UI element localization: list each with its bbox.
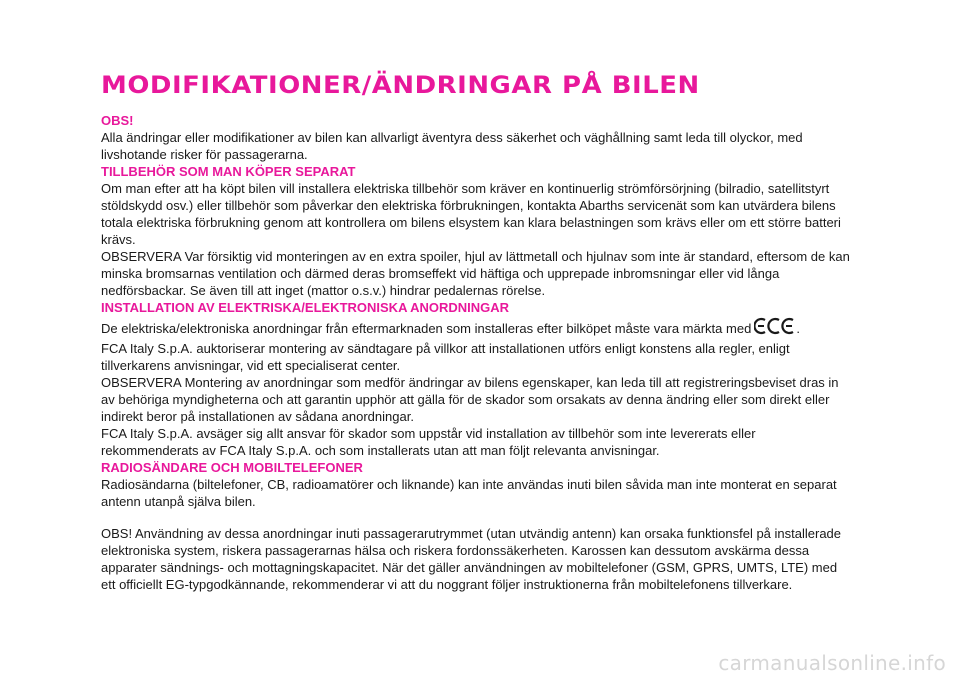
paragraph-gap xyxy=(101,510,853,525)
radio-text-2: OBS! Användning av dessa anordningar inuti passagerarutrymmet (utan utvändig antenn) kan orsaka funktionsfel på installerade elektroniska system, riskera passagerarnas hälsa och riskera fordonssäkerheten. Karossen kan dessutom avskärma dessa apparater sändnings- och mottagningskapacitet. När det gäller användningen av mobiltelefoner (GSM, GPRS, UMTS, LTE) med ett officiellt EG-typgodkännande, rekommenderar vi att du noggrant följer instruktionerna från mobiltelefonens tillverkare. xyxy=(101,526,842,592)
accessories-text-2: OBSERVERA Var försiktig vid monteringen av en extra spoiler, hjul av lättmetall och hjulnav som inte är standard, eftersom de kan minska bromsarnas ventilation och därmed deras bromseffekt vid häftiga och upprepade inbromsningar eller vid långa nedförsbackar. Se även till att inget (mattor o.s.v.) hindrar pedalernas rörelse. xyxy=(101,249,850,298)
obs-text: Alla ändringar eller modifikationer av bilen kan allvarligt äventyra dess säkerhet och väghållning samt leda till olyckor, med livshotande risker för passagerarna. xyxy=(101,130,803,162)
installation-text-4: FCA Italy S.p.A. avsäger sig allt ansvar för skador som uppstår vid installation av tillbehör som inte levererats eller rekommenderats av FCA Italy S.p.A. och som installerats utan att man följt relevanta anvisningar. xyxy=(101,426,756,458)
ece-mark-icon xyxy=(754,316,796,340)
watermark: carmanualsonline.info xyxy=(718,651,946,675)
installation-text-1-body: De elektriska/elektroniska anordningar från eftermarknaden som installeras efter bilköpet måste vara märkta med xyxy=(101,321,752,336)
installation-text-1 xyxy=(101,316,853,340)
installation-text-3: OBSERVERA Montering av anordningar som medför ändringar av bilens egenskaper, kan leda till att registreringsbeviset dras in av behöriga myndigheterna och att garantin upphör att gälla för de skador som orsakats av denna ändring eller som direkt eller indirekt beror på installationen av sådana anordningar. xyxy=(101,375,839,424)
accessories-heading: TILLBEHÖR SOM MAN KÖPER SEPARAT xyxy=(101,164,356,179)
installation-text-1-end: . xyxy=(796,321,800,336)
installation-heading: INSTALLATION AV ELEKTRISKA/ELEKTRONISKA ANORDNINGAR xyxy=(101,300,510,315)
radio-text-1: Radiosändarna (biltelefoner, CB, radioamatörer och liknande) kan inte användas inuti bilen såvida man inte monterat en separat antenn utanpå själva bilen. xyxy=(101,477,837,509)
page-title: MODIFIKATIONER/ÄNDRINGAR PÅ BILEN xyxy=(101,71,700,99)
obs-heading: OBS! xyxy=(101,113,134,128)
installation-text-2: FCA Italy S.p.A. auktoriserar montering av sändtagare på villkor att installationen utförs enligt konstens alla regler, enligt tillverkarens anvisningar, vid ett specialiserat center. xyxy=(101,341,790,373)
radio-heading: RADIOSÄNDARE OCH MOBILTELEFONER xyxy=(101,460,363,475)
manual-page xyxy=(101,70,853,593)
accessories-text-1: Om man efter att ha köpt bilen vill installera elektriska tillbehör som kräver en kontinuerlig strömförsörjning (bilradio, satellitstyrt stöldskydd osv.) eller tillbehör som påverkar den elektriska förbrukningen, kontakta Abarths servicenät som kan utvärdera bilens totala elektriska förbrukning genom att kontrollera om bilens elsystem kan klara belastningen som krävs eller om ett större batteri krävs. xyxy=(101,181,841,247)
